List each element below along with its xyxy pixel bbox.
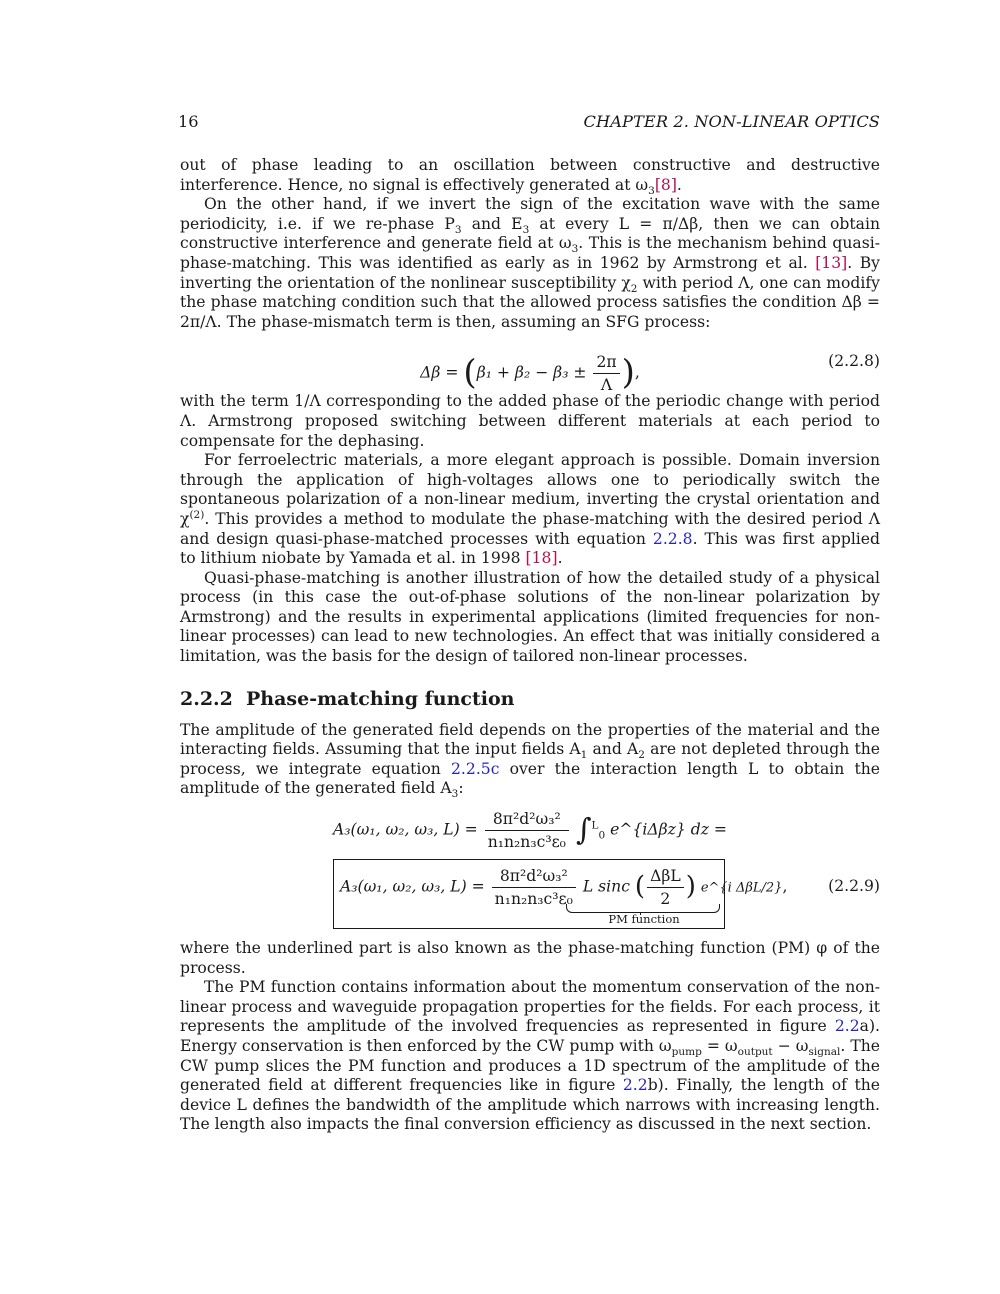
paragraph-4: For ferroelectric materials, a more elegant approach is possible. Domain inversion through the application of high-voltages allows one to periodically switch the spontaneous polarization of a non-linear medium, inverting the crystal orientation and $\chi^{(2)}$. This provides a method to modulate the phase-matching with the desired period Λ and design quasi-phase-matched processes with equation 2.2.8. This was first applied to lithium niobate by Yamada et al. in 1998 [18].: [180, 451, 881, 568]
paragraph-8: The PM function contains information about the momentum conservation of the non-linear process and waveguide propagation properties for the fields. For each process, it represents the amplitude of the involved frequencies as represented in figure 2.2a). Energy conservation is then enforced by the CW pump with $\omega_{pump} = \omega_{output} - \omega_{signal}$. The CW pump slices the PM function and produces a 1D spectrum of the amplitude of the generated field at different frequencies like in figure 2.2b). Finally, the length of the device L defines the bandwidth of the amplitude which narrows with increasing length. The length also impacts the final conversion efficiency as discussed in the next section.: [180, 978, 881, 1134]
figure-link[interactable]: 2.2: [622, 1076, 648, 1095]
figure-link[interactable]: 2.2: [834, 1017, 860, 1036]
equation-2-2-9-boxed: [180, 859, 880, 933]
underbrace-label: PM function: [608, 912, 680, 927]
section-title: Phase-matching function: [246, 687, 515, 710]
citation-link[interactable]: [18]: [525, 549, 558, 568]
paragraph-7: where the underlined part is also known as the phase-matching function (PM) φ of the process.: [180, 939, 880, 977]
paragraph-5: Quasi-phase-matching is another illustration of how the detailed study of a physical process (in this case the out-of-phase solutions of the non-linear polarization by Armstrong) and the results in experimental applications (limited frequencies for non-linear processes) can lead to new technologies. An effect that was initially considered a limitation, was the basis for the design of tailored non-linear processes.: [180, 568, 880, 666]
page-body: [180, 156, 880, 1135]
equation-link[interactable]: 2.2.5c: [451, 759, 500, 778]
equation-link[interactable]: 2.2.8: [652, 529, 693, 548]
equation-number: (2.2.8): [828, 352, 880, 371]
equation-number: (2.2.9): [828, 877, 880, 896]
chapter-title: CHAPTER 2. NON-LINEAR OPTICS: [583, 112, 880, 131]
paragraph-1: out of phase leading to an oscillation between constructive and destructive interference. Hence, no signal is effectively generated at $\omega_3[8]$.: [180, 156, 880, 197]
section-number: 2.2.2: [180, 687, 233, 710]
equation-2-2-8: Δβ = (β₁ + β₂ − β₃ ± $\frac{2\pi}{\Lambda}$ ), (2.2.8): [420, 352, 880, 395]
paragraph-3: with the term 1/Λ corresponding to the added phase of the periodic change with period Λ. Armstrong proposed switching between different materials at each period to compensate for the dephasing.: [180, 392, 880, 450]
equation-2-2-9-integral: A₃(ω₁, ω₂, ω₃, L) = $\frac{\text{8π²d²ω₃²}}{\text{n₁n₂n₃c³ε₀}}$ ∫$^L_0$ e^{iΔβz} dz =: [333, 810, 727, 852]
running-header: [180, 112, 880, 136]
paragraph-2: On the other hand, if we invert the sign of the excitation wave with the same periodicity, i.e. if we re-phase $P_3$ and $E_3$ at every L = π/Δβ, then we can obtain constructive interference and generate field at $\omega_3$. This is the mechanism behind quasi-phase-matching. This was identified as early as in 1962 by Armstrong et al. [13]. By inverting the orientation of the nonlinear susceptibility $\chi_2$ with period Λ, one can modify the phase matching condition such that the allowed process satisfies the condition Δβ = 2π/Λ. The phase-mismatch term is then, assuming an SFG process:: [180, 195, 880, 331]
section-heading: [180, 687, 880, 711]
page-number: 16: [178, 112, 199, 131]
citation-link[interactable]: [13]: [815, 253, 848, 272]
boxed-equation: A₃(ω₁, ω₂, ω₃, L) = $\frac{\text{8π²d²ω₃²}}{\text{n₁n₂n₃c³ε₀}}$ L sinc ( $\frac{\text{ΔβL}}{2}$ ) e^{i ΔβL/2}, PM function: [333, 859, 725, 929]
paragraph-6: The amplitude of the generated field depends on the properties of the material and the interacting fields. Assuming that the input fields $A_1$ and $A_2$ are not depleted through the process, we integrate equation 2.2.5c over the interaction length L to obtain the amplitude of the generated field $A_3$:: [180, 720, 881, 801]
citation-link[interactable]: [8]: [654, 175, 677, 194]
